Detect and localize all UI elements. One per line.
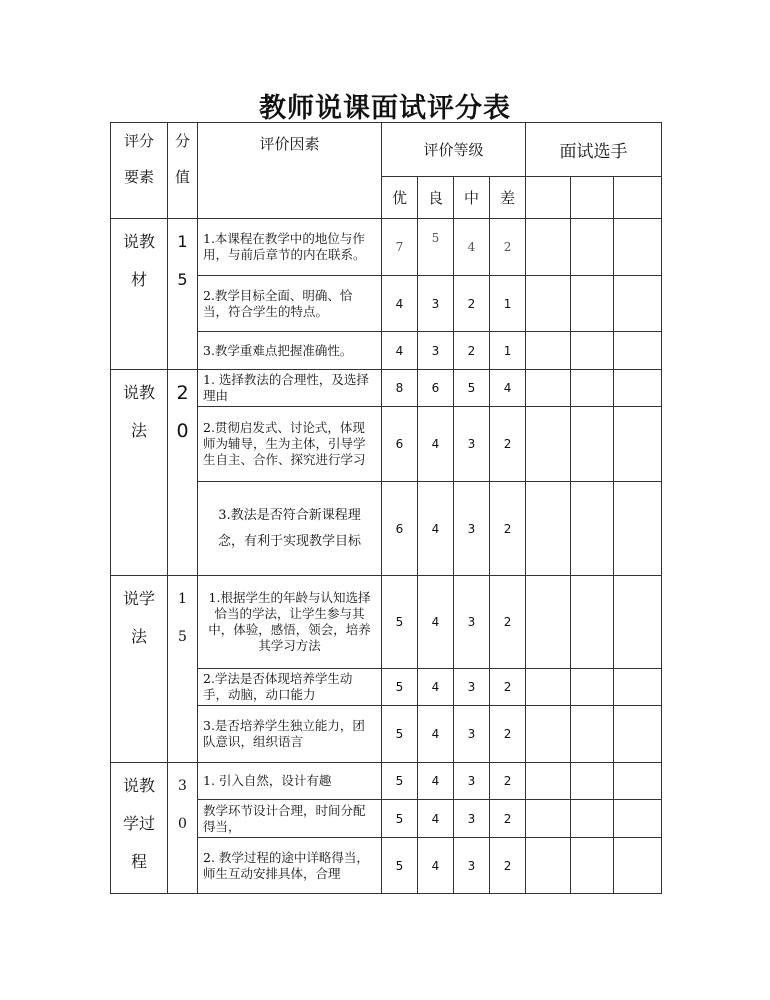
grade-header: 评价等级 (382, 123, 526, 177)
judge-cell (526, 407, 571, 482)
judge-cell (571, 800, 614, 838)
score-medium: 3 (454, 763, 490, 800)
score-good: 4 (418, 838, 454, 894)
score-poor: 2 (490, 219, 526, 276)
grade-medium: 中 (454, 177, 490, 219)
score-excellent: 6 (382, 407, 418, 482)
points-line: 5 (178, 629, 187, 645)
score-table (110, 122, 662, 894)
category-line: 说学 (122, 589, 155, 608)
factor-text: 1.本课程在教学中的地位与作用，与前后章节的内在联系。 (198, 219, 382, 276)
score-excellent: 5 (382, 838, 418, 894)
judge-cell (614, 276, 662, 332)
score-medium: 3 (454, 407, 490, 482)
points-header-line: 值 (174, 168, 190, 186)
judge-cell (526, 576, 571, 669)
points-cell (168, 763, 198, 894)
judge-cell (571, 219, 614, 276)
score-poor: 4 (490, 370, 526, 407)
score-poor: 2 (490, 482, 526, 576)
judge-cell (571, 838, 614, 894)
points-line: 0 (178, 816, 187, 832)
judge-cell (614, 800, 662, 838)
judge-cell (571, 482, 614, 576)
grade-poor: 差 (490, 177, 526, 219)
score-poor: 2 (490, 669, 526, 706)
judge-cell (614, 838, 662, 894)
score-good: 3 (418, 332, 454, 370)
judge-cell (526, 219, 571, 276)
category-line: 说教 (122, 232, 155, 251)
score-excellent: 5 (382, 669, 418, 706)
score-good: 4 (418, 706, 454, 763)
judge-cell (526, 838, 571, 894)
category-cell (111, 576, 168, 763)
score-poor: 1 (490, 276, 526, 332)
score-good: 4 (418, 407, 454, 482)
judge-cell (614, 482, 662, 576)
judge-cell (614, 370, 662, 407)
score-medium: 3 (454, 706, 490, 763)
factor-text: 1. 选择教法的合理性，及选择理由 (198, 370, 382, 407)
factor-text: 3.教学重难点把握准确性。 (198, 332, 382, 370)
score-poor: 2 (490, 407, 526, 482)
score-poor: 2 (490, 763, 526, 800)
factor-text: 2.学法是否体现培养学生动手，动脑，动口能力 (198, 669, 382, 706)
category-line: 程 (130, 852, 147, 871)
judge-cell (571, 706, 614, 763)
score-good: 4 (418, 576, 454, 669)
judge-cell (526, 370, 571, 407)
score-good: 3 (418, 276, 454, 332)
judge-cell (571, 276, 614, 332)
score-medium: 5 (454, 370, 490, 407)
judge-cell (571, 576, 614, 669)
score-excellent: 5 (382, 763, 418, 800)
score-poor: 2 (490, 706, 526, 763)
score-good: 4 (418, 669, 454, 706)
score-poor: 2 (490, 576, 526, 669)
points-cell (168, 219, 198, 370)
points-line: 2 (176, 382, 189, 404)
points-line: 3 (178, 778, 187, 794)
judge-cell (614, 407, 662, 482)
factor-text: 1.根据学生的年龄与认知选择恰当的学法，让学生参与其中，体验，感悟，领会，培养其学习方法 (198, 576, 382, 669)
factor-text: 3.是否培养学生独立能力，团队意识，组织语言 (198, 706, 382, 763)
points-header (168, 123, 198, 219)
judge-cell (614, 219, 662, 276)
score-medium: 4 (454, 219, 490, 276)
judges-header: 面试选手 (526, 123, 662, 177)
judge-cell (526, 276, 571, 332)
category-header (111, 123, 168, 219)
judge-cell (526, 177, 571, 219)
category-header-line: 要素 (123, 168, 154, 186)
score-excellent: 7 (382, 219, 418, 276)
category-line: 法 (130, 627, 147, 646)
category-cell (111, 219, 168, 370)
judge-cell (526, 800, 571, 838)
category-line: 学过 (122, 814, 155, 833)
category-line: 法 (130, 421, 147, 440)
judge-cell (614, 576, 662, 669)
category-header-line: 评分 (123, 132, 154, 150)
factor-text: 2.教学目标全面、明确、恰当，符合学生的特点。 (198, 276, 382, 332)
grade-excellent: 优 (382, 177, 418, 219)
judge-cell (571, 407, 614, 482)
score-medium: 2 (454, 332, 490, 370)
category-line: 说教 (122, 383, 155, 402)
judge-cell (571, 763, 614, 800)
category-cell (111, 370, 168, 576)
judge-cell (614, 763, 662, 800)
factor-text: 2. 教学过程的途中详略得当，师生互动安排具体，合理 (198, 838, 382, 894)
score-excellent: 8 (382, 370, 418, 407)
judge-cell (571, 177, 614, 219)
grade-good: 良 (418, 177, 454, 219)
points-cell (168, 576, 198, 763)
score-good: 6 (418, 370, 454, 407)
score-medium: 3 (454, 482, 490, 576)
score-medium: 3 (454, 838, 490, 894)
judge-cell (526, 332, 571, 370)
judge-cell (526, 669, 571, 706)
score-excellent: 4 (382, 332, 418, 370)
score-good: 4 (418, 763, 454, 800)
factor-header: 评价因素 (198, 123, 382, 219)
points-line: 5 (177, 270, 188, 289)
score-excellent: 5 (382, 800, 418, 838)
judge-cell (571, 370, 614, 407)
points-line: 1 (177, 232, 188, 251)
category-line: 材 (130, 270, 147, 289)
judge-cell (526, 763, 571, 800)
points-cell (168, 370, 198, 576)
judge-cell (571, 669, 614, 706)
judge-cell (614, 332, 662, 370)
score-good: 4 (418, 482, 454, 576)
score-poor: 2 (490, 838, 526, 894)
points-line: 1 (178, 591, 187, 607)
score-excellent: 6 (382, 482, 418, 576)
score-excellent: 4 (382, 276, 418, 332)
judge-cell (614, 669, 662, 706)
factor-text: 3.教法是否符合新课程理念，有利于实现教学目标 (198, 482, 382, 576)
factor-text: 教学环节设计合理，时间分配得当， (198, 800, 382, 838)
score-poor: 2 (490, 800, 526, 838)
judge-cell (526, 706, 571, 763)
score-medium: 3 (454, 576, 490, 669)
score-medium: 3 (454, 800, 490, 838)
points-header-line: 分 (174, 132, 190, 150)
page-title: 教师说课面试评分表 (259, 93, 511, 124)
score-excellent: 5 (382, 576, 418, 669)
judge-cell (571, 332, 614, 370)
category-cell (111, 763, 168, 894)
factor-text: 1. 引入自然，设计有趣 (198, 763, 382, 800)
score-good: 5 (418, 219, 454, 276)
judge-cell (526, 482, 571, 576)
score-good: 4 (418, 800, 454, 838)
score-excellent: 5 (382, 706, 418, 763)
score-poor: 1 (490, 332, 526, 370)
score-medium: 3 (454, 669, 490, 706)
factor-text: 2.贯彻启发式、讨论式，体现师为辅导，生为主体，引导学生自主、合作、探究进行学习 (198, 407, 382, 482)
points-line: 0 (176, 420, 189, 442)
score-medium: 2 (454, 276, 490, 332)
judge-cell (614, 177, 662, 219)
judge-cell (614, 706, 662, 763)
category-line: 说教 (122, 776, 155, 795)
